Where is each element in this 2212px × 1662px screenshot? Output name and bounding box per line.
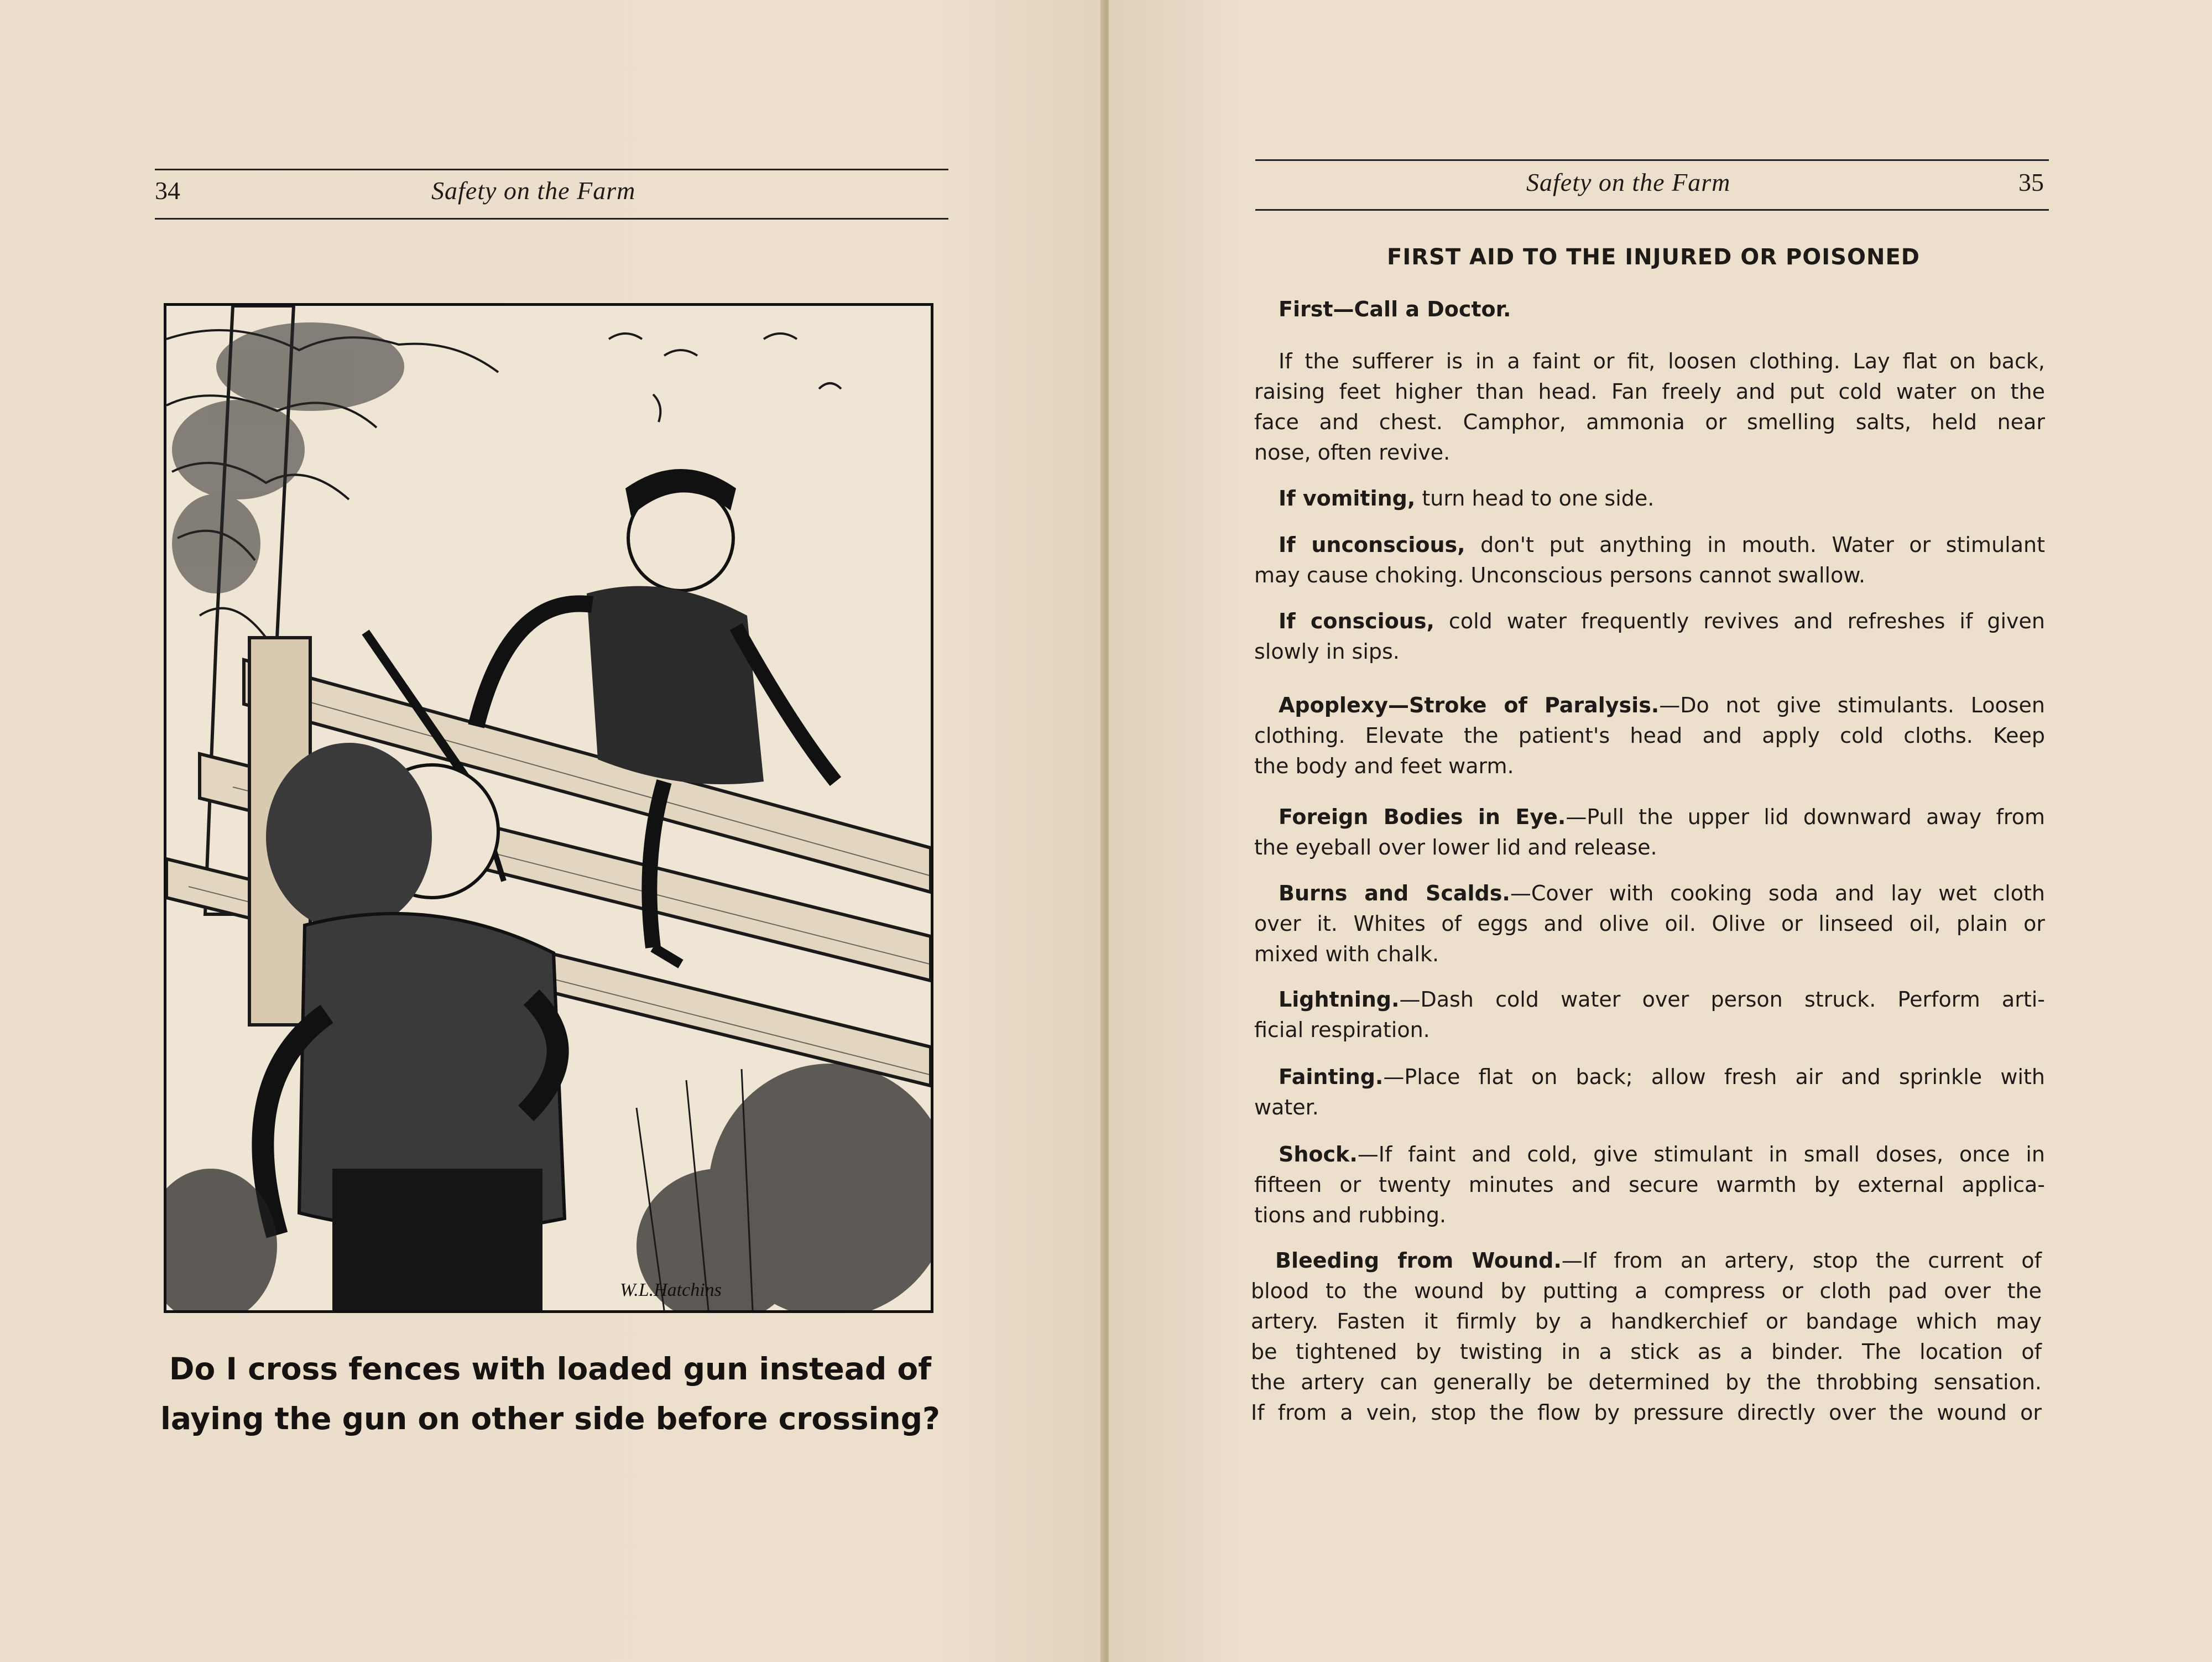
term-text: —Pull the upper lid downward away from <box>1566 805 2045 829</box>
text-line: mixed with chalk. <box>1254 942 1439 966</box>
text-line <box>1254 606 2045 637</box>
term: Foreign Bodies in Eye. <box>1279 805 1566 829</box>
text-line: over it. Whites of eggs and olive oil. Olive or linseed oil, plain or <box>1254 911 2045 936</box>
paragraph-faint <box>1254 346 2045 468</box>
term-text: turn head to one side. <box>1415 486 1655 510</box>
paragraph-fainting <box>1254 1062 2045 1123</box>
text-line <box>1254 984 2045 1015</box>
text-line: may cause choking. Unconscious persons cannot swallow. <box>1254 563 1866 587</box>
text-line: artery. Fasten it firmly by a handkerchief or bandage which may <box>1251 1309 2042 1333</box>
page-number: 35 <box>2018 168 2044 196</box>
text-line <box>1254 530 2045 560</box>
text-line: If from a vein, stop the flow by pressure directly over the wound or <box>1251 1400 2042 1425</box>
illustration-icon <box>166 306 931 1310</box>
running-head: Safety on the Farm <box>1526 168 1731 196</box>
term-text: cold water frequently revives and refreshes if given <box>1434 609 2045 633</box>
text-line: the artery can generally be determined by the throbbing sensation. <box>1251 1370 2042 1394</box>
paragraph-apoplexy <box>1254 690 2045 781</box>
text-line: If the sufferer is in a faint or fit, loosen clothing. Lay flat on back, <box>1279 349 2045 373</box>
text-line <box>1254 1062 2045 1092</box>
text-line <box>1254 802 2045 832</box>
paragraph-unconscious <box>1254 530 2045 591</box>
text-line: be tightened by twisting in a stick as a binder. The location of <box>1251 1340 2042 1364</box>
text-line: tions and rubbing. <box>1254 1203 1447 1227</box>
page-number: 34 <box>155 176 180 205</box>
term-text: don't put anything in mouth. Water or stimulant <box>1465 533 2045 557</box>
text-line: nose, often revive. <box>1254 440 1451 465</box>
paragraph-burns <box>1254 878 2045 970</box>
header-rule-bottom <box>155 218 948 220</box>
term: If unconscious, <box>1279 533 1465 557</box>
text-line: fifteen or twenty minutes and secure warmth by external applica- <box>1254 1173 2045 1197</box>
header-rule-top <box>155 169 948 170</box>
section-heading: FIRST AID TO THE INJURED OR POISONED <box>1387 244 1920 270</box>
text-line: ficial respiration. <box>1254 1018 1430 1042</box>
term: Burns and Scalds. <box>1279 881 1510 905</box>
term-text: —Do not give stimulants. Loosen <box>1659 693 2045 717</box>
text-line <box>1254 483 2045 514</box>
header-rule-bottom <box>1255 209 2049 211</box>
caption-line: Do I cross fences with loaded gun instead of <box>169 1351 932 1387</box>
text-line <box>1251 1246 2042 1276</box>
text-line: slowly in sips. <box>1254 639 1400 664</box>
term: Lightning. <box>1279 987 1400 1012</box>
term: Shock. <box>1279 1142 1358 1166</box>
text-line: the body and feet warm. <box>1254 754 1514 778</box>
caption-line: laying the gun on other side before crossing? <box>160 1401 940 1436</box>
left-page <box>0 0 1103 1662</box>
illustration <box>164 303 933 1313</box>
term-text: —If faint and cold, give stimulant in small doses, once in <box>1357 1142 2045 1166</box>
text-line: blood to the wound by putting a compress or cloth pad over the <box>1251 1279 2042 1303</box>
text-line: face and chest. Camphor, ammonia or smelling salts, held near <box>1254 410 2045 434</box>
term: If conscious, <box>1279 609 1434 633</box>
first-instruction <box>1254 294 2045 325</box>
text-line <box>1254 690 2045 721</box>
text-line <box>1254 878 2045 909</box>
running-head: Safety on the Farm <box>431 176 636 205</box>
term-text: —Place flat on back; allow fresh air and sprinkle with <box>1383 1065 2045 1089</box>
paragraph-lightning <box>1254 984 2045 1045</box>
paragraph-shock <box>1254 1139 2045 1231</box>
text-line: water. <box>1254 1095 1319 1119</box>
term-text: —Cover with cooking soda and lay wet cloth <box>1510 881 2045 905</box>
text-line <box>1254 1139 2045 1170</box>
paragraph-bleeding <box>1251 1246 2042 1428</box>
paragraph-vomiting <box>1254 483 2045 514</box>
term: Apoplexy—Stroke of Paralysis. <box>1279 693 1660 717</box>
text-line: clothing. Elevate the patient's head and apply cold cloths. Keep <box>1254 723 2045 748</box>
term: If vomiting, <box>1279 486 1416 510</box>
text-line: raising feet higher than head. Fan freely and put cold water on the <box>1254 379 2045 404</box>
caption <box>127 1344 973 1444</box>
artist-signature: W.L.Hatchins <box>620 1280 722 1300</box>
header-rule-top <box>1255 159 2049 161</box>
term-text: —If from an artery, stop the current of <box>1561 1248 2042 1273</box>
paragraph-conscious <box>1254 606 2045 667</box>
text-line: the eyeball over lower lid and release. <box>1254 835 1657 859</box>
term-text: —Dash cold water over person struck. Perform arti- <box>1399 987 2045 1012</box>
term: Bleeding from Wound. <box>1275 1248 1562 1273</box>
term: Fainting. <box>1279 1065 1384 1089</box>
first-instruction-text: First—Call a Doctor. <box>1279 297 1511 321</box>
paragraph-eye <box>1254 802 2045 863</box>
